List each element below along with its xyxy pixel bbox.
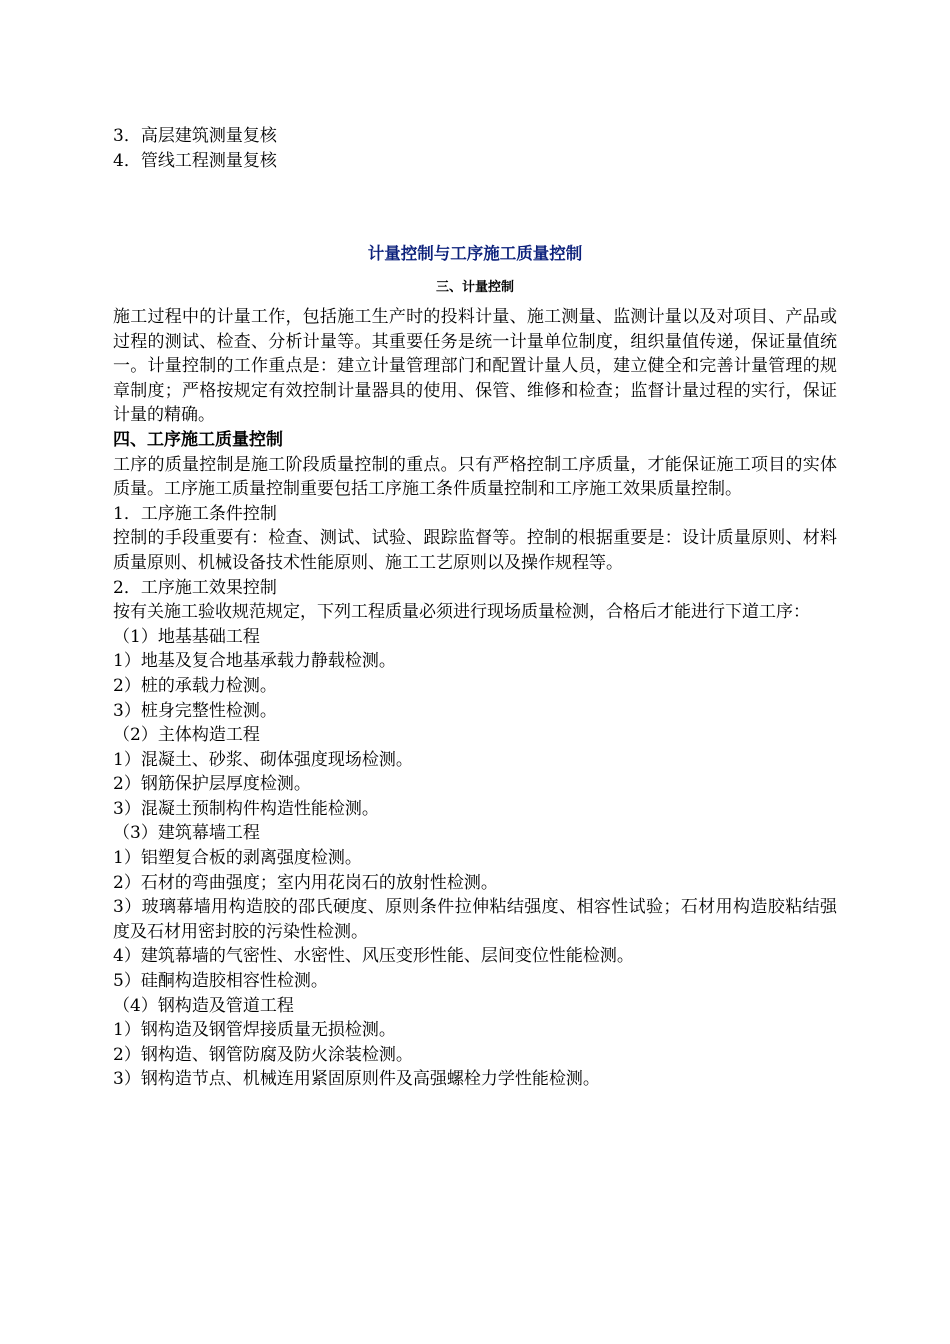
list-item: 1）地基及复合地基承载力静载检测。 — [113, 651, 396, 672]
list-item: 3）钢构造节点、机械连用紧固原则件及高强螺栓力学性能检测。 — [113, 1069, 600, 1090]
list-item: 2）石材的弯曲强度；室内用花岗石的放射性检测。 — [113, 872, 498, 893]
subsection-1-heading: 1．工序施工条件控制 — [113, 503, 277, 524]
document-body — [113, 305, 837, 1092]
document-title: 计量控制与工序施工质量控制 — [367, 244, 583, 263]
list-item: 4）建筑幕墙的气密性、水密性、风压变形性能、层间变位性能检测。 — [113, 946, 634, 967]
group-label: （3）建筑幕墙工程 — [113, 823, 260, 844]
intro-list — [113, 124, 833, 173]
subsection-2-text: 按有关施工验收规范规定，下列工程质量必须进行现场质量检测，合格后才能进行下道工序： — [113, 602, 810, 623]
group-label: （4）钢构造及管道工程 — [113, 995, 294, 1016]
group-label: （1）地基基础工程 — [113, 626, 260, 647]
list-item: 2）钢构造、钢管防腐及防火涂装检测。 — [113, 1044, 413, 1065]
section-3-paragraph: 施工过程中的计量工作，包括施工生产时的投料计量、施工测量、监测计量以及对项目、产品或过程的测试、检查、分析计量等。其重要任务是统一计量单位制度，组织量值传递，保证量值统一。计量控制的工作重点是：建立计量管理部门和配置计量人员，建立健全和完善计量管理的规章制度；严格按规定有效控制计量器具的使用、保管、维修和检查；监督计量过程的实行，保证计量的精确。 — [113, 307, 837, 426]
list-item: 1）钢构造及钢管焊接质量无损检测。 — [113, 1020, 396, 1041]
intro-item: 4．管线工程测量复核 — [113, 150, 277, 171]
list-item: 2）桩的承载力检测。 — [113, 675, 277, 696]
section-4-heading: 四、工序施工质量控制 — [113, 429, 283, 450]
section-4-intro: 工序的质量控制是施工阶段质量控制的重点。只有严格控制工序质量，才能保证施工项目的实体质量。工序施工质量控制重要包括工序施工条件质量控制和工序施工效果质量控制。 — [113, 454, 837, 500]
section-3-heading: 三、计量控制 — [435, 280, 514, 295]
list-item: 3）桩身完整性检测。 — [113, 700, 277, 721]
group-label: （2）主体构造工程 — [113, 725, 260, 746]
list-item: 3）混凝土预制构件构造性能检测。 — [113, 798, 379, 819]
subsection-1-text: 控制的手段重要有：检查、测试、试验、跟踪监督等。控制的根据重要是：设计质量原则、材料质量原则、机械设备技术性能原则、施工工艺原则以及操作规程等。 — [113, 528, 837, 573]
intro-item: 3．高层建筑测量复核 — [113, 126, 277, 146]
list-item: 5）硅酮构造胶相容性检测。 — [113, 971, 328, 992]
list-item: 3）玻璃幕墙用构造胶的邵氏硬度、原则条件拉伸粘结强度、相容性试验；石材用构造胶粘结强度及石材用密封胶的污染性检测。 — [113, 897, 837, 942]
list-item: 1）铝塑复合板的剥离强度检测。 — [113, 848, 362, 869]
subsection-2-heading: 2．工序施工效果控制 — [113, 577, 277, 598]
list-item: 2）钢筋保护层厚度检测。 — [113, 774, 311, 795]
list-item: 1）混凝土、砂浆、砌体强度现场检测。 — [113, 749, 413, 770]
